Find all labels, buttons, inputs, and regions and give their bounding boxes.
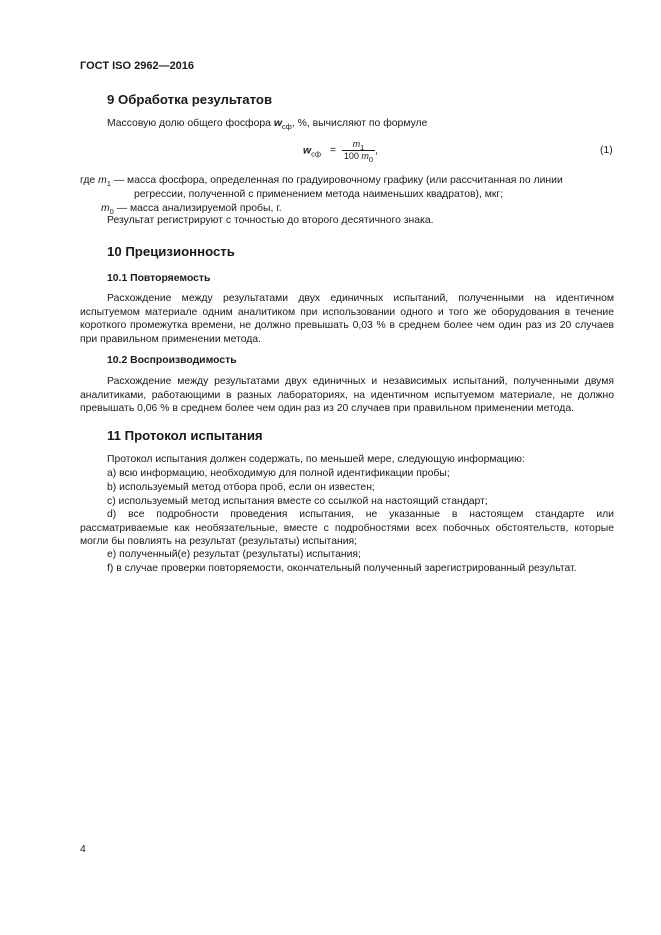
subsection-10-2-title: 10.2 Воспроизводимость xyxy=(107,355,237,366)
formula xyxy=(303,139,378,162)
section-9-intro xyxy=(107,117,427,131)
result-note: Результат регистрируют с точностью до второго десятичного знака. xyxy=(107,215,434,226)
document-header: ГОСТ ISO 2962—2016 xyxy=(80,60,195,72)
denominator-var: m xyxy=(361,151,369,161)
section-11-title: 11 Протокол испытания xyxy=(107,428,263,443)
numerator-var: m xyxy=(352,139,361,149)
formula-lhs-var: w xyxy=(303,145,312,157)
numerator-sub: 1 xyxy=(360,143,365,152)
m0-var: m xyxy=(101,203,110,214)
subsection-10-2-text: Расхождение между результатами двух единичных и независимых испытаний, полученными двумя аналитиками, работающими в разных лабораториях, на идентичном испытуемом материале, не должно превышать 0,06 % в среднем более чем один раз из 20 случаев при правильном применении метода. xyxy=(80,376,614,415)
m0-text: — масса анализируемой пробы, г. xyxy=(113,203,282,214)
intro-w-symbol: w xyxy=(273,118,282,129)
list-item-f: f) в случае проверки повторяемости, окончательный полученный зарегистрированный результат. xyxy=(107,563,577,574)
formula-denominator xyxy=(342,151,375,162)
where-prefix: где xyxy=(80,175,99,186)
subsection-10-1-text: Расхождение между результатами двух единичных испытаний, полученными на идентичном испытуемом материале одним аналитиком при использовании одного и того же оборудования в течение короткого промежутка времени, не должно превышать 0,03 % в среднем более чем один раз из 20 случаев при правильном применении метода. xyxy=(80,293,614,345)
list-item-c: c) используемый метод испытания вместе со ссылкой на настоящий стандарт; xyxy=(107,496,488,507)
where-m1-line2: регрессии, полученной с применением метода наименьших квадратов), мкг; xyxy=(134,189,504,200)
list-item-a: a) всю информацию, необходимую для полной идентификации пробы; xyxy=(107,468,450,479)
formula-numerator xyxy=(342,139,375,151)
section-9-title: 9 Обработка результатов xyxy=(107,92,273,107)
intro-text-after: , %, вычисляют по формуле xyxy=(291,118,428,129)
m1-var: m xyxy=(98,175,107,186)
m1-sub: 1 xyxy=(106,179,111,188)
m1-text-line1: — масса фосфора, определенная по градуировочному графику (или рассчитанная по линии xyxy=(110,175,563,186)
formula-fraction xyxy=(342,139,375,162)
where-m1-line1 xyxy=(80,174,563,188)
m0-sub: 0 xyxy=(109,207,114,216)
page-number: 4 xyxy=(80,844,86,855)
formula-tail: , xyxy=(375,145,378,157)
section-10-title: 10 Прецизионность xyxy=(107,244,235,259)
intro-text-before: Массовую долю общего фосфора xyxy=(107,118,274,129)
formula-number: (1) xyxy=(600,145,613,156)
list-item-e: e) полученный(е) результат (результаты) испытания; xyxy=(107,549,361,560)
intro-w-subscript: сф xyxy=(281,122,292,131)
denominator-coef: 100 xyxy=(343,151,362,161)
list-item-d: d) все подробности проведения испытания, не указанные в настоящем стандарте или рассматриваемые как необязательные, вместе с подробностями всех побочных обстоятельств, которые могли бы повлиять на результат (результаты) испытания; xyxy=(80,509,614,548)
formula-lhs-sub: сф xyxy=(311,149,322,159)
denominator-sub: 0 xyxy=(368,155,374,164)
formula-equals: = xyxy=(329,145,336,157)
list-item-b: b) используемый метод отбора проб, если он известен; xyxy=(107,482,375,493)
subsection-10-1-title: 10.1 Повторяемость xyxy=(107,273,211,284)
section-11-intro: Протокол испытания должен содержать, по меньшей мере, следующую информацию: xyxy=(107,454,525,465)
